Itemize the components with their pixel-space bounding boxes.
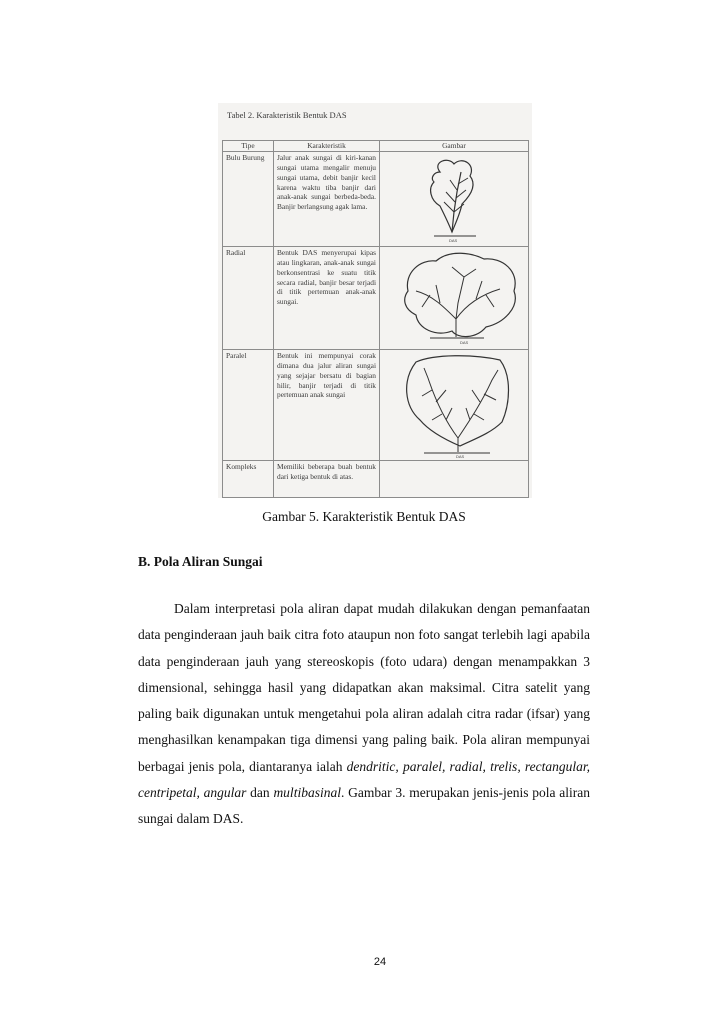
cell-gambar	[380, 461, 529, 498]
table-caption: Tabel 2. Karakteristik Bentuk DAS	[227, 110, 347, 120]
figure-caption: Gambar 5. Karakteristik Bentuk DAS	[262, 509, 466, 524]
page-number: 24	[373, 956, 387, 968]
cell-gambar	[380, 152, 529, 247]
paragraph-text-end: . Gambar 3. merupakan jenis-jenis pola aliran sungai dalam DAS.	[138, 785, 590, 827]
body-paragraph	[138, 596, 590, 833]
pattern-list: dendritic, paralel, radial, trelis, rectangular, centripetal, angular	[138, 758, 590, 801]
table-row	[223, 461, 529, 498]
radial-das-image	[380, 247, 529, 347]
header-tipe: Tipe	[223, 141, 274, 152]
header-karakteristik: Karakteristik	[274, 141, 380, 152]
cell-gambar	[380, 350, 529, 461]
image-label: DAS	[456, 454, 465, 458]
table-row	[223, 247, 529, 350]
cell-tipe: Paralel	[223, 350, 274, 461]
das-characteristics-table	[222, 140, 529, 498]
image-label: DAS	[449, 238, 458, 243]
paragraph-conjunction: dan	[246, 785, 274, 801]
table-row	[223, 152, 529, 247]
cell-tipe: Bulu Burung	[223, 152, 274, 247]
table-row	[223, 350, 529, 461]
paragraph-text: Dalam interpretasi pola aliran dapat mudah dilakukan dengan pemanfaatan data penginderaan jauh baik citra foto ataupun non foto sangat terlebih lagi apabila data penginderaan jauh yang stereoskopis (foto udara) dengan menampakkan 3 dimensional, sehingga hasil yang didapatkan akan maksimal. Citra satelit yang paling baik digunakan untuk mengetahui pola aliran adalah citra radar (ifsar) yang menghasilkan kenampakan tiga dimensi yang paling baik. Pola aliran mempunyai berbagai jenis pola, diantaranya ialah	[138, 601, 590, 774]
cell-karakteristik: Jalur anak sungai di kiri-kanan sungai utama mengalir menuju sungai utama, debit banjir kecil karena waktu tiba banjir dari anak-anak sungai berbeda-beda. Banjir berlangsung agak lama.	[274, 152, 380, 247]
cell-karakteristik: Memiliki beberapa buah bentuk dari ketiga bentuk di atas.	[274, 461, 380, 498]
image-label: DAS	[460, 340, 469, 345]
cell-tipe: Radial	[223, 247, 274, 350]
pattern-multibasinal: multibasinal	[273, 785, 341, 801]
section-heading: B. Pola Aliran Sungai	[138, 554, 263, 569]
feather-das-image	[380, 152, 529, 244]
cell-karakteristik: Bentuk ini mempunyai corak dimana dua jalur aliran sungai yang sejajar bersatu di bagian hilir, banjir terjadi di titik pertemuan anak sungai	[274, 350, 380, 461]
cell-karakteristik: Bentuk DAS menyerupai kipas atau lingkaran, anak-anak sungai berkonsentrasi ke suatu titik secara radial, banjir besar terjadi di titik pertemuan anak-anak sungai.	[274, 247, 380, 350]
cell-gambar	[380, 247, 529, 350]
parallel-das-image	[380, 350, 529, 458]
header-gambar: Gambar	[380, 141, 529, 152]
cell-tipe: Kompleks	[223, 461, 274, 498]
table-figure	[218, 103, 532, 498]
table-header-row	[223, 141, 529, 152]
